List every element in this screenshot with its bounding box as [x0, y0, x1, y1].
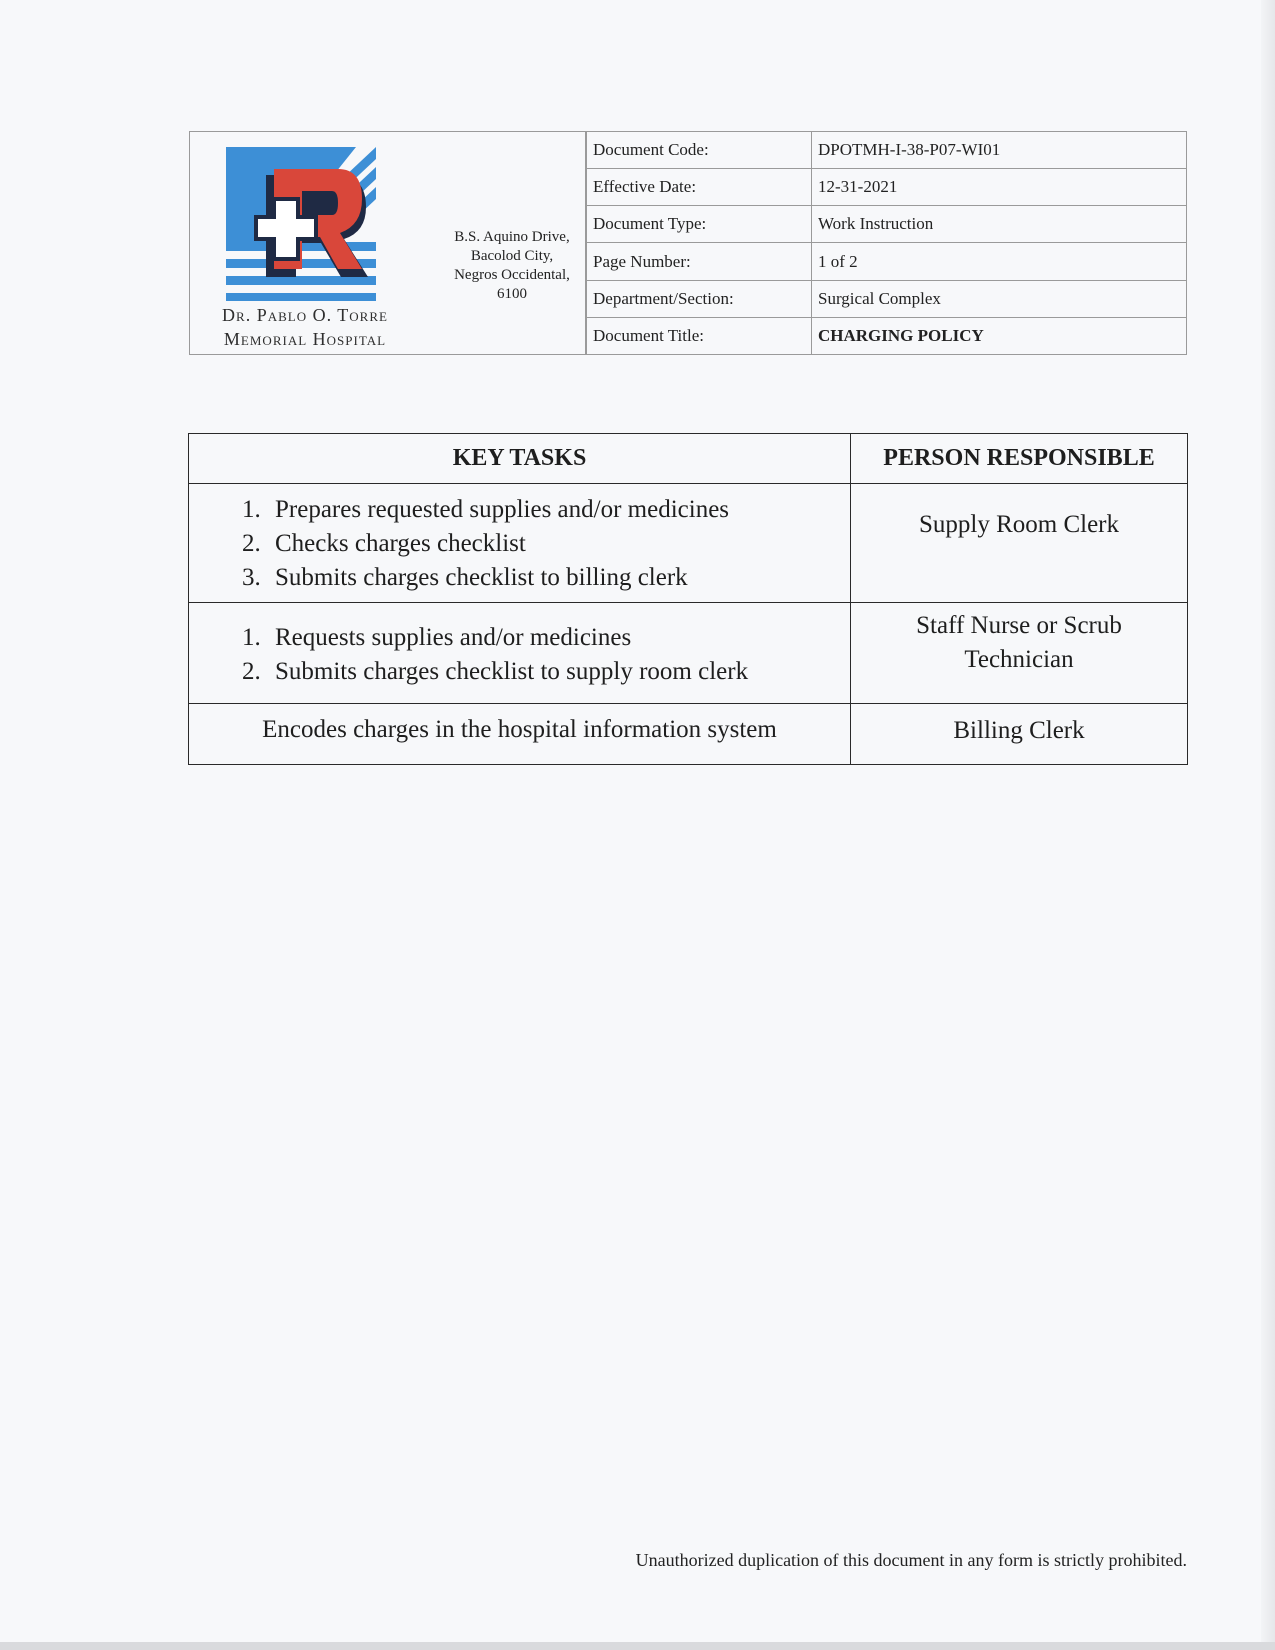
meta-row [587, 206, 1187, 243]
task-list [189, 621, 850, 689]
responsible-cell: Supply Room Clerk [851, 484, 1188, 603]
task-item: 3. Submits charges checklist to billing clerk [267, 561, 850, 595]
meta-value: Surgical Complex [812, 280, 1187, 317]
hospital-address [438, 228, 586, 304]
address-cell [438, 132, 586, 354]
duplication-notice: Unauthorized duplication of this document in any form is strictly prohibited. [635, 1550, 1187, 1570]
table-row [189, 603, 1188, 704]
meta-row [587, 132, 1187, 169]
task-item: 2. Submits charges checklist to supply room clerk [267, 655, 850, 689]
table-row [189, 704, 1188, 765]
logo-cell [190, 132, 438, 354]
table-row [189, 484, 1188, 603]
hospital-logo-icon [226, 147, 386, 307]
meta-row [587, 243, 1187, 280]
meta-label: Document Type: [587, 206, 812, 243]
responsible-line: Staff Nurse or Scrub [916, 612, 1122, 639]
document-header [189, 131, 1187, 355]
hospital-name-line2: Memorial Hospital [223, 329, 387, 349]
page-bottom-edge [0, 1642, 1275, 1650]
task-list-cell [189, 484, 851, 603]
address-line: Negros Occidental, [454, 267, 570, 283]
responsible-cell [851, 603, 1188, 704]
task-list [189, 493, 850, 595]
task-item: 1. Requests supplies and/or medicines [267, 621, 850, 655]
hospital-name-line1: Dr. Pablo O. Torre [222, 305, 388, 325]
address-line: 6100 [497, 286, 527, 302]
responsible-line: Technician [964, 646, 1074, 673]
meta-label: Document Title: [587, 317, 812, 354]
page-edge [1261, 0, 1275, 1650]
meta-row [587, 169, 1187, 206]
meta-row [587, 280, 1187, 317]
meta-row [587, 317, 1187, 354]
meta-label: Document Code: [587, 132, 812, 169]
task-cell: Encodes charges in the hospital information system [189, 704, 851, 765]
meta-value: Work Instruction [812, 206, 1187, 243]
hospital-name [190, 303, 420, 351]
meta-label: Page Number: [587, 243, 812, 280]
key-tasks-header: KEY TASKS [189, 434, 851, 484]
meta-label: Effective Date: [587, 169, 812, 206]
address-line: B.S. Aquino Drive, [454, 229, 570, 245]
meta-value: DPOTMH-I-38-P07-WI01 [812, 132, 1187, 169]
task-item: 2. Checks charges checklist [267, 527, 850, 561]
key-tasks-table [188, 433, 1188, 765]
meta-value: 12-31-2021 [812, 169, 1187, 206]
person-responsible-header: PERSON RESPONSIBLE [851, 434, 1188, 484]
document-meta-table [586, 132, 1186, 354]
task-item: 1. Prepares requested supplies and/or medicines [267, 493, 850, 527]
address-line: Bacolod City, [470, 248, 554, 264]
meta-label: Department/Section: [587, 280, 812, 317]
responsible-cell: Billing Clerk [851, 704, 1188, 765]
task-list-cell [189, 603, 851, 704]
table-header-row [189, 434, 1188, 484]
meta-value: 1 of 2 [812, 243, 1187, 280]
document-title-value: CHARGING POLICY [812, 317, 1187, 354]
